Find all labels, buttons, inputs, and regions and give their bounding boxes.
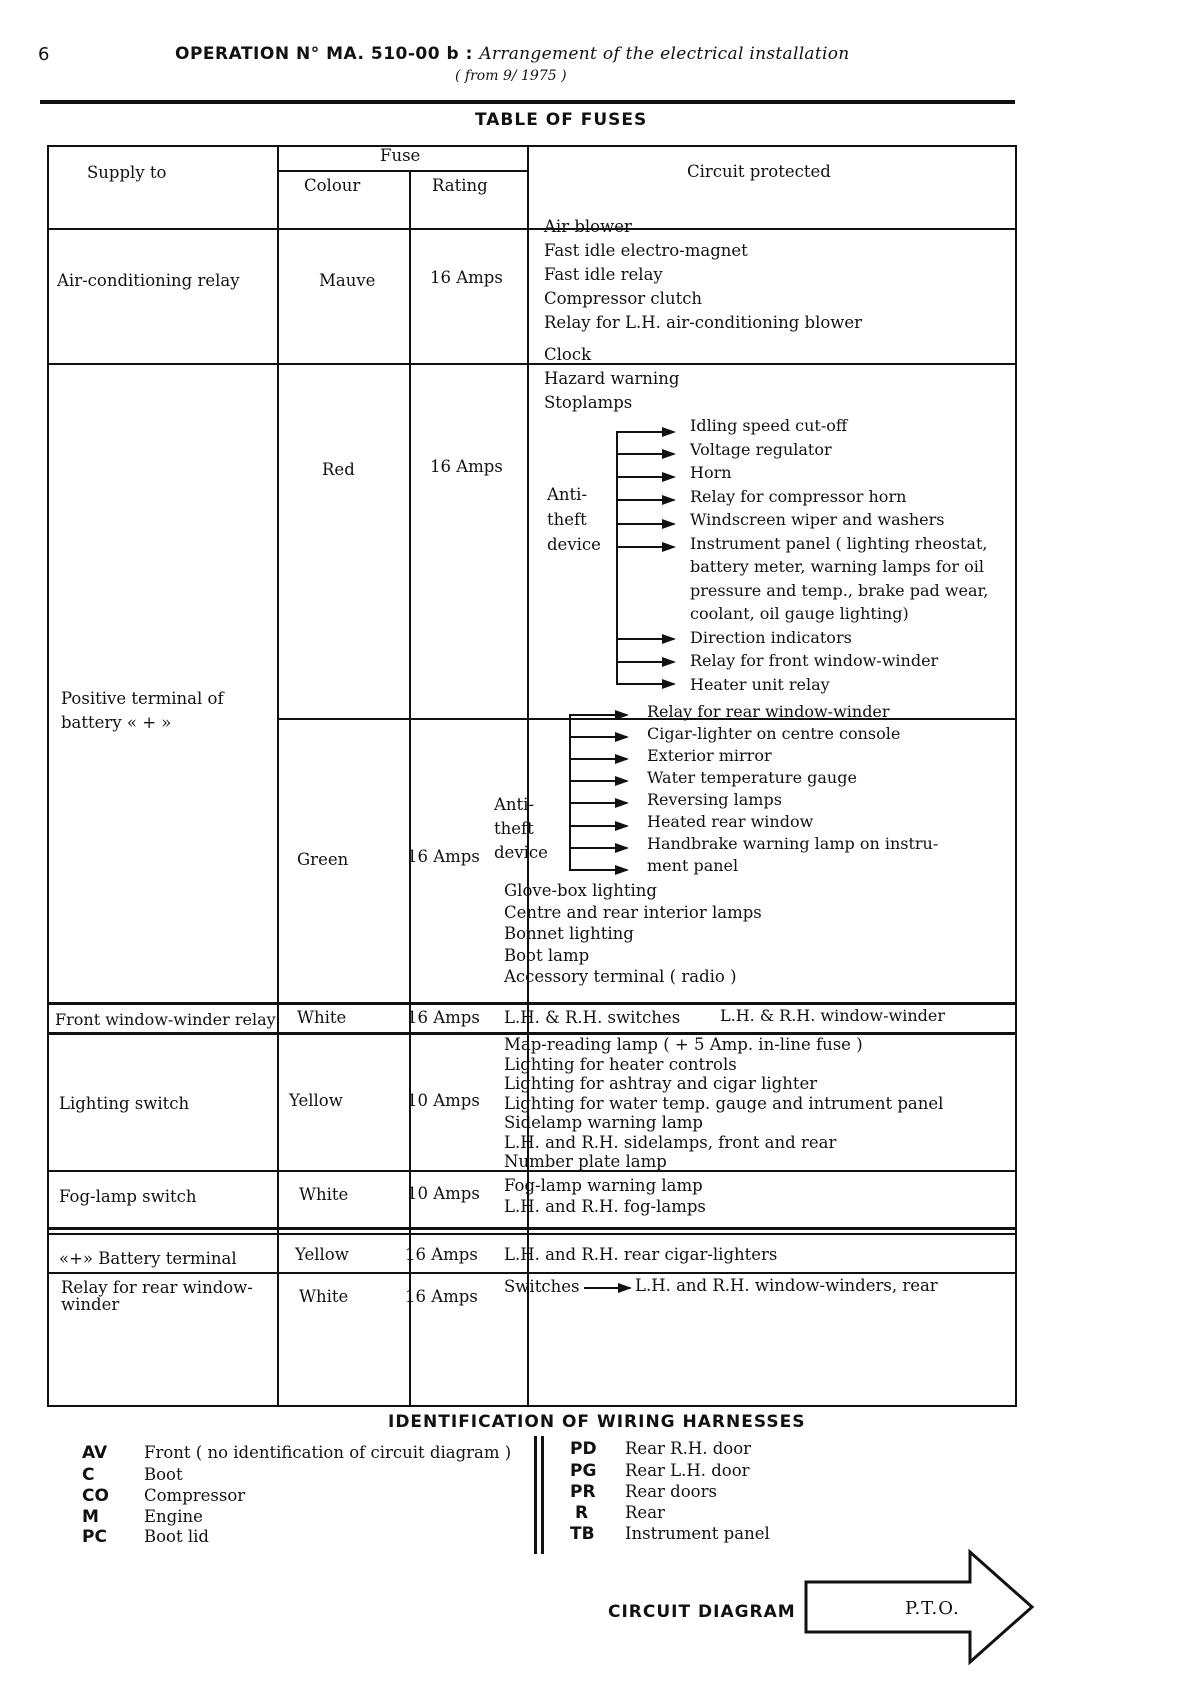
- arrow-rear-ww: [584, 1287, 630, 1289]
- arrow-red-1: [616, 431, 674, 433]
- branch-item: Heater unit relay: [690, 674, 830, 694]
- arrow-green-1: [569, 714, 627, 716]
- header-fuse: Fuse: [380, 146, 421, 165]
- circuit-item: Map-reading lamp ( + 5 Amp. in-line fuse ): [504, 1035, 863, 1054]
- harness-row: [82, 1506, 99, 1528]
- harness-row: [82, 1442, 107, 1464]
- table-title: TABLE OF FUSES: [475, 110, 648, 130]
- rating-ac: 16 Amps: [430, 268, 503, 287]
- harness-code: PR: [570, 1482, 596, 1502]
- arrow-red-6: [616, 546, 674, 548]
- circuit-item: Clock: [544, 345, 592, 364]
- header-circuit: Circuit protected: [687, 162, 831, 181]
- anti-theft-line: Anti-: [547, 485, 588, 504]
- harness-label: Rear: [625, 1503, 665, 1522]
- rating-front-ww: 16 Amps: [407, 1008, 480, 1027]
- harness-label: Rear doors: [625, 1482, 717, 1501]
- harness-divider-1: [534, 1436, 537, 1554]
- branch-item: pressure and temp., brake pad wear,: [690, 580, 989, 600]
- harness-code: PG: [570, 1461, 597, 1481]
- harness-code: M: [82, 1507, 99, 1527]
- operation-title: Arrangement of the electrical installation: [479, 44, 850, 64]
- branch-item: Windscreen wiper and washers: [690, 510, 945, 529]
- circuits-fog: [504, 1175, 706, 1217]
- circuit-diagram-label: CIRCUIT DIAGRAM: [608, 1602, 796, 1622]
- circuit-item: Lighting for ashtray and cigar lighter: [504, 1074, 818, 1093]
- circuits-green: [504, 880, 762, 988]
- branch-item: Relay for rear window-winder: [647, 702, 890, 721]
- arrow-green-7: [569, 847, 627, 849]
- arrow-green-2: [569, 736, 627, 738]
- circuit-item: Number plate lamp: [504, 1152, 667, 1171]
- row-line-header: [47, 228, 1017, 230]
- header-supply: Supply to: [87, 163, 167, 182]
- circuits-lighting: [504, 1035, 943, 1172]
- branch-item: Cigar-lighter on centre console: [647, 724, 901, 743]
- harness-row: [82, 1485, 109, 1507]
- supply-rear-ww-line: winder: [61, 1295, 120, 1314]
- harness-label: Boot: [144, 1465, 183, 1484]
- harness-row: [570, 1481, 596, 1503]
- circuit-item: Fast idle relay: [544, 265, 663, 284]
- circuits-ac: [544, 215, 862, 335]
- colour-green: Green: [297, 850, 349, 869]
- header-subtitle: ( from 9/ 1975 ): [455, 68, 567, 84]
- harness-row: [82, 1526, 107, 1548]
- arrow-green-4: [569, 780, 627, 782]
- harness-code: CO: [82, 1486, 109, 1506]
- colour-red: Red: [322, 460, 355, 479]
- col-line-2: [409, 170, 411, 1407]
- harness-label: Rear R.H. door: [625, 1439, 752, 1458]
- operation-code: OPERATION N° MA. 510-00 b :: [175, 44, 473, 64]
- harness-row: [575, 1502, 588, 1524]
- harness-code: R: [575, 1503, 589, 1523]
- branch-item: coolant, oil gauge lighting): [690, 604, 909, 623]
- circuit-front-ww-b: L.H. & R.H. window-winder: [720, 1006, 945, 1025]
- anti-theft-green: [494, 793, 548, 865]
- circuits-red: [544, 343, 679, 415]
- arrow-red-5: [616, 523, 674, 525]
- arrow-red-9: [616, 683, 674, 685]
- branch-item: Horn: [690, 463, 732, 482]
- circuit-rear-ww-a: Switches: [504, 1277, 580, 1296]
- arrow-red-8: [616, 661, 674, 663]
- harness-divider-2: [541, 1436, 544, 1554]
- row-line-fog-double: [47, 1233, 1017, 1235]
- circuit-item: Bonnet lighting: [504, 924, 634, 943]
- arrow-green-5: [569, 802, 627, 804]
- table-border-bottom: [47, 1405, 1017, 1407]
- branch-item: Voltage regulator: [690, 439, 832, 459]
- arrow-red-2: [616, 453, 674, 455]
- page-number: 6: [38, 44, 50, 65]
- harness-row: [82, 1464, 94, 1486]
- colour-front-ww: White: [297, 1008, 347, 1027]
- harness-code: TB: [570, 1524, 595, 1544]
- circuit-item: Sidelamp warning lamp: [504, 1113, 703, 1132]
- circuit-item: Fast idle electro-magnet: [544, 241, 748, 260]
- rating-red: 16 Amps: [430, 457, 503, 476]
- branch-item: Relay for front window-winder: [690, 651, 939, 670]
- arrow-green-3: [569, 758, 627, 760]
- header-rating: Rating: [432, 176, 488, 195]
- branches-green: [647, 701, 938, 877]
- circuit-rear-ww-b: L.H. and R.H. window-winders, rear: [635, 1276, 938, 1295]
- branch-item: Handbrake warning lamp on instru-: [647, 834, 939, 853]
- supply-battery: [61, 687, 224, 735]
- supply-battery-line: battery « + »: [61, 713, 172, 732]
- harness-code: AV: [82, 1443, 108, 1463]
- supply-battery-line: Positive terminal of: [61, 689, 224, 708]
- branch-item: Exterior mirror: [647, 746, 772, 765]
- fuse-subheader-line: [277, 170, 527, 172]
- anti-theft-line: theft: [547, 510, 587, 529]
- anti-theft-line: device: [547, 535, 601, 554]
- harness-label: Engine: [144, 1507, 203, 1526]
- branch-item: battery meter, warning lamps for oil: [690, 557, 984, 576]
- circuit-item: Lighting for heater controls: [504, 1054, 737, 1074]
- harness-row: [570, 1523, 595, 1545]
- circuit-item: Lighting for water temp. gauge and intrument panel: [504, 1093, 944, 1113]
- supply-ac: Air-conditioning relay: [57, 271, 240, 290]
- circuit-item: Hazard warning: [544, 369, 680, 388]
- supply-lighting: Lighting switch: [59, 1094, 190, 1113]
- supply-rear-ww: [61, 1279, 253, 1313]
- anti-theft-line: Anti-: [494, 795, 535, 814]
- rating-battery-terminal: 16 Amps: [405, 1245, 478, 1264]
- rating-green: 16 Amps: [407, 847, 480, 866]
- colour-ac: Mauve: [319, 271, 376, 290]
- circuit-item: L.H. and R.H. sidelamps, front and rear: [504, 1132, 837, 1152]
- branch-item: ment panel: [647, 856, 739, 875]
- rating-fog: 10 Amps: [407, 1184, 480, 1203]
- row-line-fog: [47, 1227, 1017, 1230]
- arrow-red-3: [616, 476, 674, 478]
- header-colour: Colour: [304, 176, 361, 195]
- circuit-item: Stoplamps: [544, 393, 633, 412]
- colour-battery-terminal: Yellow: [295, 1245, 349, 1264]
- harness-code: PD: [570, 1439, 597, 1459]
- colour-rear-ww: White: [299, 1287, 349, 1306]
- harnesses-title: IDENTIFICATION OF WIRING HARNESSES: [388, 1412, 806, 1432]
- branch-item: Direction indicators: [690, 627, 852, 647]
- harness-label: Instrument panel: [625, 1524, 770, 1543]
- rating-lighting: 10 Amps: [407, 1091, 480, 1110]
- circuit-item: Relay for L.H. air-conditioning blower: [544, 313, 863, 332]
- harness-code: C: [82, 1465, 95, 1485]
- colour-lighting: Yellow: [289, 1091, 343, 1110]
- harness-label: Boot lid: [144, 1527, 209, 1546]
- circuit-item: Fog-lamp warning lamp: [504, 1176, 703, 1195]
- circuit-front-ww-a: L.H. & R.H. switches: [504, 1008, 681, 1027]
- arrow-green-6: [569, 825, 627, 827]
- circuit-battery-terminal: L.H. and R.H. rear cigar-lighters: [504, 1245, 778, 1264]
- circuit-item: L.H. and R.H. fog-lamps: [504, 1197, 706, 1216]
- table-border-top: [47, 145, 1017, 147]
- branch-item: Heated rear window: [647, 812, 814, 831]
- col-line-1: [277, 145, 279, 1407]
- supply-fog: Fog-lamp switch: [59, 1187, 197, 1206]
- circuit-item: Air blower: [544, 217, 632, 236]
- harness-code: PC: [82, 1527, 107, 1547]
- arrow-red-4: [616, 499, 674, 501]
- branch-item: Relay for compressor horn: [690, 486, 907, 506]
- pto-label: P.T.O.: [905, 1598, 960, 1619]
- supply-battery-terminal: «+» Battery terminal: [59, 1249, 237, 1268]
- operation-header: [175, 44, 850, 64]
- supply-front-ww: Front window-winder relay: [55, 1010, 276, 1029]
- branch-item: Reversing lamps: [647, 790, 782, 809]
- harness-row: [570, 1460, 596, 1482]
- circuit-item: Centre and rear interior lamps: [504, 902, 762, 922]
- row-line-battterm: [47, 1272, 1017, 1274]
- circuit-item: Boot lamp: [504, 945, 590, 965]
- circuit-item: Accessory terminal ( radio ): [504, 967, 737, 986]
- harness-label: Compressor: [144, 1486, 246, 1505]
- col-line-3: [527, 145, 529, 1407]
- fuse-table: [47, 145, 1017, 1407]
- branch-item: Instrument panel ( lighting rheostat,: [690, 533, 988, 553]
- rating-rear-ww: 16 Amps: [405, 1287, 478, 1306]
- circuit-item: Glove-box lighting: [504, 881, 657, 900]
- arrow-red-7: [616, 638, 674, 640]
- row-line-ac: [47, 363, 1017, 365]
- table-border-left: [47, 145, 49, 1407]
- arrow-green-8: [569, 869, 627, 871]
- bracket-red: [616, 431, 618, 684]
- header-rule: [40, 100, 1015, 104]
- harness-label: Rear L.H. door: [625, 1461, 750, 1480]
- anti-theft-line: theft: [494, 819, 534, 838]
- supply-rear-ww-line: Relay for rear window-: [61, 1278, 253, 1297]
- harness-row: [570, 1438, 597, 1460]
- branches-red: [690, 414, 989, 696]
- colour-fog: White: [299, 1185, 349, 1204]
- table-border-right: [1015, 145, 1017, 1407]
- harness-label: Front ( no identification of circuit diagram ): [144, 1443, 512, 1462]
- circuit-item: Compressor clutch: [544, 289, 703, 308]
- branch-item: Idling speed cut-off: [690, 416, 848, 435]
- branch-item: Water temperature gauge: [647, 768, 857, 787]
- anti-theft-red: [547, 482, 601, 557]
- anti-theft-line: device: [494, 843, 548, 862]
